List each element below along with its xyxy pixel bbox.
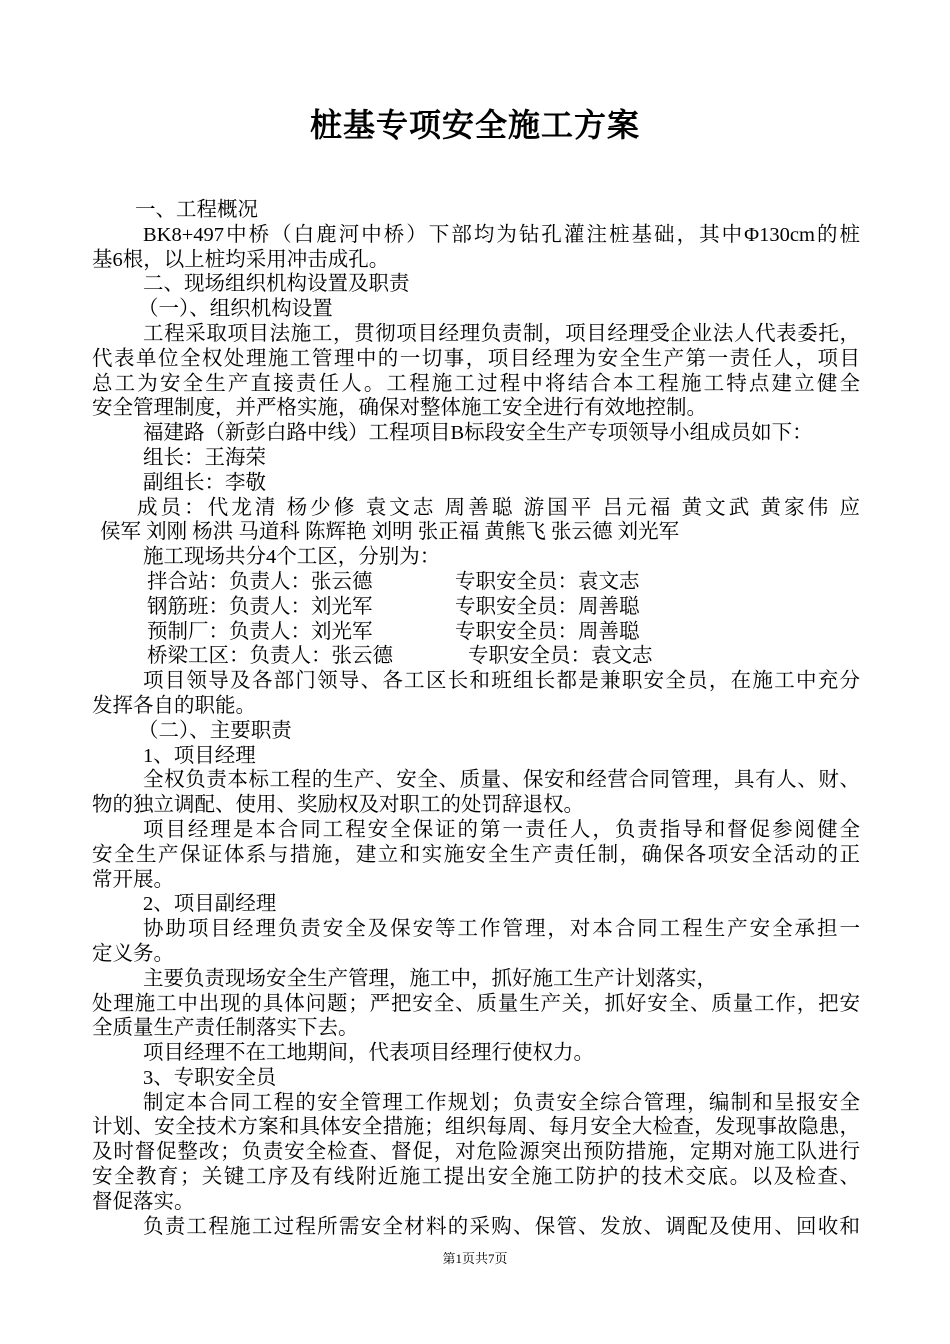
document-body bbox=[92, 198, 860, 1239]
text-line: 安全生产保证体系与措施，建立和实施安全生产责任制，确保各项安全活动的正 bbox=[92, 843, 860, 866]
text-line: 总工为安全生产直接责任人。工程施工过程中将结合本工程施工特点建立健全 bbox=[92, 372, 860, 395]
text-line: 福建路（新彭白路中线）工程项目B标段安全生产专项领导小组成员如下： bbox=[143, 422, 813, 445]
text-line: 成员：代龙清 杨少修 袁文志 周善聪 游国平 吕元福 黄文武 黄家伟 应 bbox=[137, 496, 860, 519]
zone-safety-officer: 专职安全员：周善聪 bbox=[455, 595, 640, 618]
zone-leader: 拌合站：负责人：张云德 bbox=[147, 570, 373, 593]
document-title: 桩基专项安全施工方案 bbox=[309, 107, 640, 143]
zone-safety-officer: 专职安全员：周善聪 bbox=[455, 620, 640, 643]
text-line: 项目经理是本合同工程安全保证的第一责任人，负责指导和督促参阅健全 bbox=[143, 818, 860, 841]
text-line: 主要负责现场安全生产管理，施工中，抓好施工生产计划落实， bbox=[143, 967, 717, 990]
text-line: 组长：王海荣 bbox=[143, 446, 266, 469]
work-zone-row bbox=[92, 644, 860, 669]
text-line: 安全管理制度，并严格实施，确保对整体施工安全进行有效地控制。 bbox=[92, 397, 707, 420]
page-footer: 第1页共7页 bbox=[442, 1251, 508, 1266]
text-line: 一、工程概况 bbox=[135, 199, 258, 221]
zone-safety-officer: 专职安全员：袁文志 bbox=[455, 570, 640, 593]
text-line: 项目领导及各部门领导、各工区长和班组长都是兼职安全员，在施工中充分 bbox=[143, 670, 860, 693]
text-line: 1、项目经理 bbox=[143, 744, 256, 767]
zone-leader: 预制厂：负责人：刘光军 bbox=[147, 620, 373, 643]
text-line: 基6根，以上桩均采用冲击成孔。 bbox=[92, 248, 390, 271]
text-line: 项目经理不在工地期间，代表项目经理行使权力。 bbox=[143, 1042, 594, 1065]
text-line: （一）、组织机构设置 bbox=[138, 298, 333, 321]
text-line: 协助项目经理负责安全及保安等工作管理，对本合同工程生产安全承担一 bbox=[143, 918, 860, 941]
text-line: 督促落实。 bbox=[92, 1190, 195, 1213]
text-line: 处理施工中出现的具体问题；严把安全、质量生产关，抓好安全、质量工作，把安 bbox=[92, 992, 860, 1015]
text-line: 工程采取项目法施工，贯彻项目经理负责制，项目经理受企业法人代表委托， bbox=[143, 322, 860, 345]
text-line: 全权负责本标工程的生产、安全、质量、保安和经营合同管理，具有人、财、 bbox=[143, 769, 860, 792]
text-line: 代表单位全权处理施工管理中的一切事，项目经理为安全生产第一责任人，项目 bbox=[92, 347, 860, 370]
text-line: 负责工程施工过程所需安全材料的采购、保管、发放、调配及使用、回收和 bbox=[143, 1215, 860, 1238]
text-line: 发挥各自的职能。 bbox=[92, 694, 256, 717]
text-line: 常开展。 bbox=[92, 868, 174, 891]
text-line: 2、项目副经理 bbox=[143, 893, 277, 916]
text-line: 定义务。 bbox=[92, 942, 174, 965]
zone-safety-officer: 专职安全员：袁文志 bbox=[468, 645, 653, 668]
text-line: 物的独立调配、使用、奖励权及对职工的处罚辞退权。 bbox=[92, 794, 584, 817]
text-line: 二、现场组织机构设置及职责 bbox=[143, 273, 410, 296]
text-line: 侯军 刘刚 杨洪 马道科 陈辉艳 刘明 张正福 黄熊飞 张云德 刘光军 bbox=[100, 521, 680, 544]
text-line: 3、专职安全员 bbox=[143, 1066, 277, 1089]
text-line: 制定本合同工程的安全管理工作规划；负责安全综合管理，编制和呈报安全 bbox=[143, 1091, 860, 1114]
work-zone-row bbox=[92, 570, 860, 595]
zone-leader: 桥梁工区：负责人：张云德 bbox=[147, 645, 393, 668]
work-zone-row bbox=[92, 595, 860, 620]
text-line: 安全教育；关键工序及有线附近施工提出安全施工防护的技术交底。以及检查、 bbox=[92, 1166, 860, 1189]
text-line: 副组长：李敬 bbox=[143, 471, 266, 494]
work-zone-row bbox=[92, 620, 860, 645]
text-line: 施工现场共分4个工区，分别为： bbox=[143, 546, 441, 569]
text-line: （二）、主要职责 bbox=[138, 719, 292, 742]
text-line: 计划、安全技术方案和具体安全措施；组织每周、每月安全大检查，发现事故隐患， bbox=[92, 1116, 860, 1139]
text-line: 全质量生产责任制落实下去。 bbox=[92, 1017, 359, 1040]
text-line: 及时督促整改；负责安全检查、督促，对危险源突出预防措施，定期对施工队进行 bbox=[92, 1141, 860, 1164]
zone-leader: 钢筋班：负责人：刘光军 bbox=[147, 595, 373, 618]
text-line: BK8+497中桥（白鹿河中桥）下部均为钻孔灌注桩基础，其中Φ130cm的桩 bbox=[143, 223, 860, 246]
